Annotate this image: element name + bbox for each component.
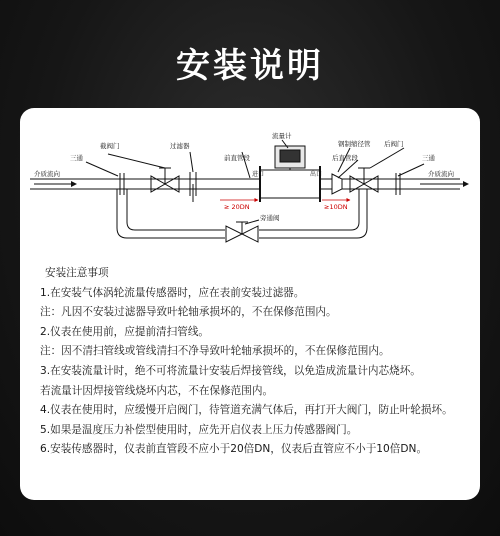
filter-icon [190, 172, 196, 202]
note-line: 注：因不清扫管线或管线清扫不净导致叶轮轴承损坏的，不在保修范围内。 [40, 345, 390, 358]
page-title: 安装说明 [176, 46, 324, 86]
note-line: 6.安装传感器时，仪表前直管段不应小于20倍DN，仪表后直管应不小于10倍DN。 [40, 443, 428, 456]
instruction-card [20, 108, 480, 500]
note-line: 5.如果是温度压力补偿型使用时，应先开启仪表上压力传感器阀门。 [40, 423, 358, 436]
note-line: 3.在安装流量计时，绝不可将流量计安装后焊接管线，以免造成流量计内芯烧坏。 [40, 364, 421, 377]
bypass-valve-icon [226, 222, 258, 242]
rear-valve-icon [350, 168, 378, 192]
filter-label: 过滤器 [170, 142, 190, 150]
note-line: 注：凡因不安装过滤器导致叶轮轴承损坏的，不在保修范围内。 [40, 306, 337, 319]
note-line: 2.仪表在使用前，应提前清扫管线。 [40, 325, 210, 338]
notes-heading: 安装注意事项 [45, 267, 109, 279]
note-line: 1.在安装气体涡轮流量传感器时，应在表前安装过滤器。 [40, 286, 305, 299]
note-line: 若流量计因焊接管线烧坏内芯，不在保修范围内。 [40, 384, 274, 397]
steel-reducer-label: 钢制缩径管 [338, 140, 371, 148]
rear-straight-label: 后直管段 [332, 154, 358, 162]
medium-out-label: 介质流向 [428, 170, 454, 178]
valve-label: 截阀门 [100, 142, 120, 150]
inlet-valve-icon [151, 168, 179, 192]
installation-diagram [20, 108, 480, 258]
tee-right-label: 三通 [422, 154, 435, 162]
installation-notes [40, 264, 468, 460]
tee-left-label: 三通 [70, 154, 83, 162]
rear-valve-label: 后阀门 [384, 140, 404, 148]
steel-reducer-icon [332, 174, 342, 194]
front-straight-label: 前直管段 [224, 154, 250, 162]
note-line: 4.仪表在使用时，应缓慢开启阀门，待管道充满气体后，再打开大阀门，防止叶轮损坏。 [40, 404, 453, 417]
inlet-label: 进口 [252, 171, 265, 178]
medium-in-label: 介质流向 [34, 170, 60, 178]
outlet-label: 出口 [310, 171, 323, 178]
flowmeter-label: 流量计 [272, 132, 292, 140]
front-dn-label: ≥ 20DN [224, 203, 250, 211]
bypass-valve-label: 旁通阀 [260, 214, 280, 222]
rear-dn-label: ≥10DN [324, 203, 348, 211]
